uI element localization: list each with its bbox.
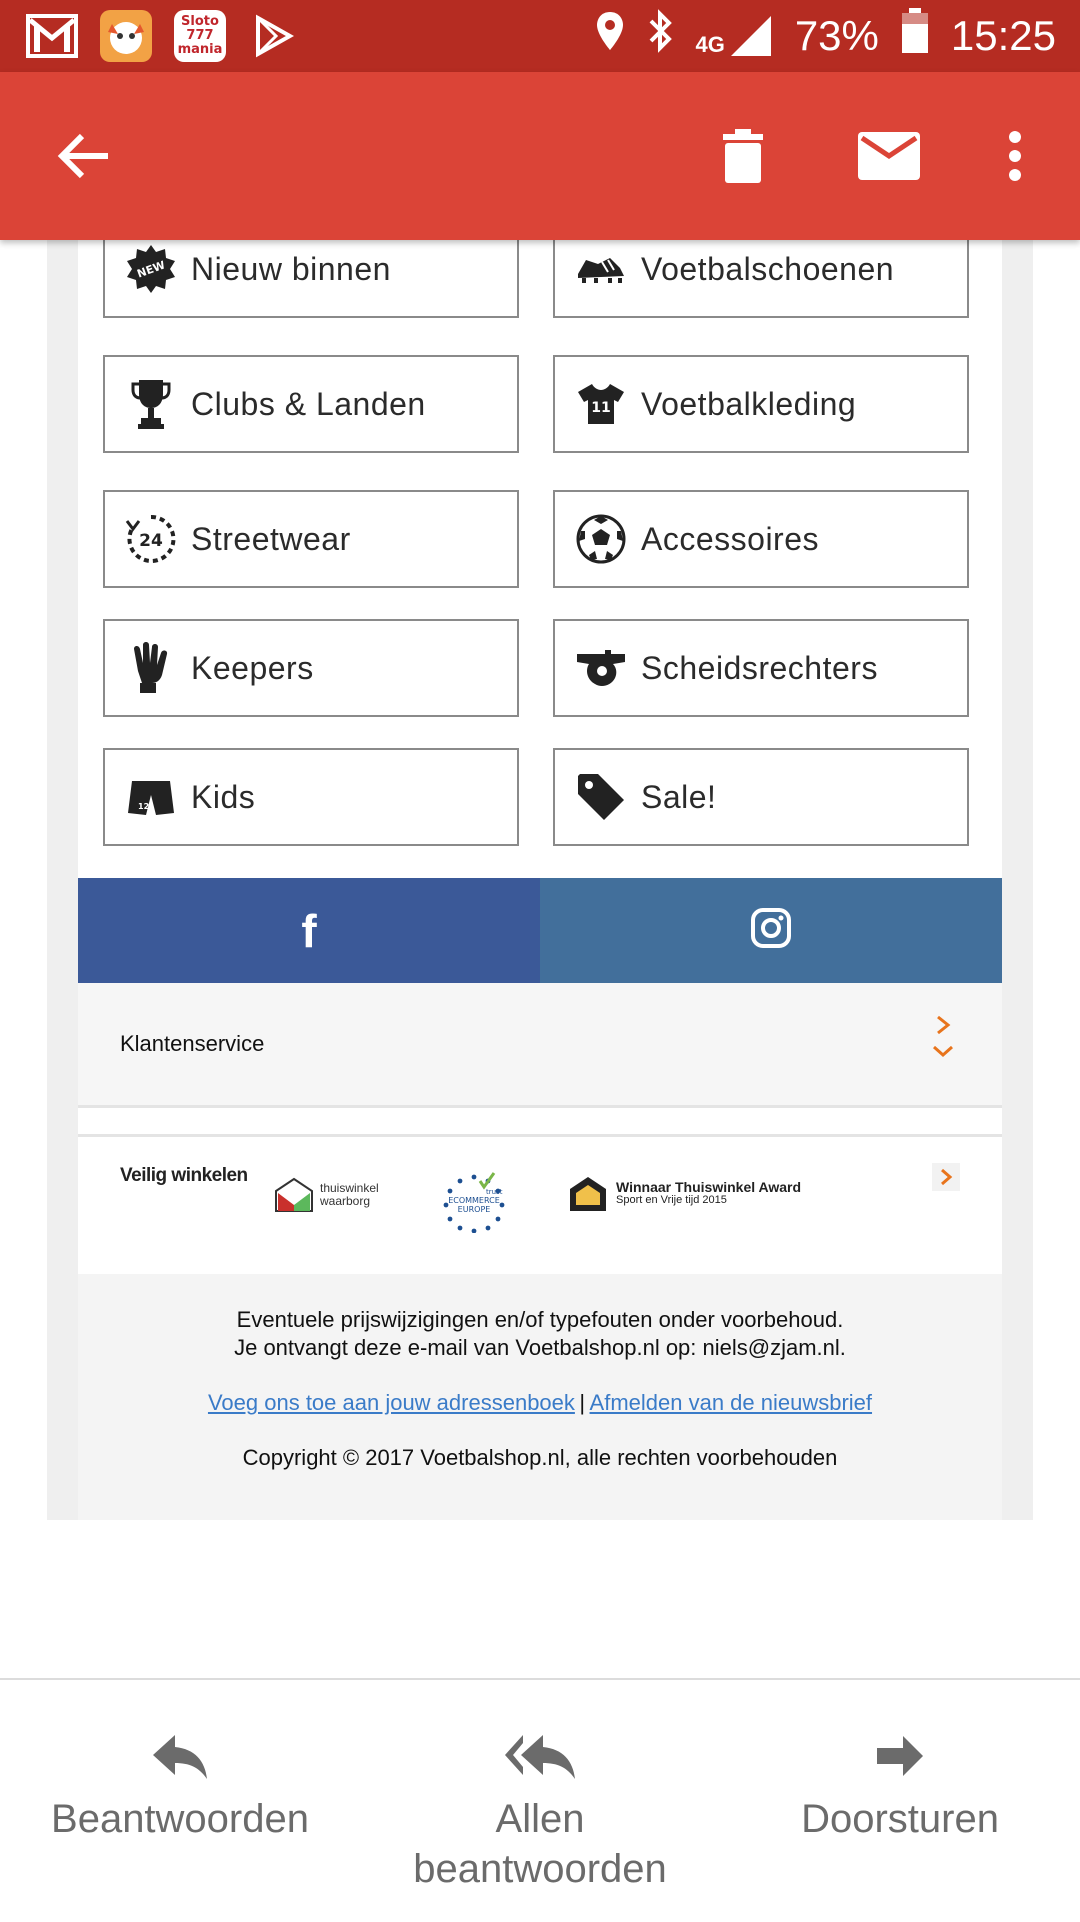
category-scheidsrechters[interactable] [553, 619, 969, 717]
category-label: Voetbalschoenen [641, 250, 895, 287]
location-icon [595, 10, 625, 62]
category-keepers[interactable] [103, 619, 519, 717]
reply-label: Beantwoorden [51, 1797, 309, 1841]
newsletter-content [78, 240, 1002, 1520]
status-bar [0, 0, 1080, 72]
tag-icon [571, 767, 631, 827]
waarborg-text: waarborg [320, 1194, 371, 1208]
newsletter-footer [78, 1274, 1002, 1520]
link-separator: | [579, 1390, 586, 1415]
disclaimer-text: Eventuele prijswijzigingen en/of typefouten onder voorbehoud. [236, 1307, 844, 1332]
category-label: Streetwear [191, 520, 351, 557]
battery-icon [901, 8, 929, 64]
instagram-button[interactable] [540, 878, 1002, 983]
category-label: Voetbalkleding [641, 385, 857, 422]
recipient-text: Je ontvangt deze e-mail van Voetbalshop.nl op: niels@zjam.nl. [234, 1335, 846, 1360]
category-kids[interactable] [103, 748, 519, 846]
trophy-icon [121, 374, 181, 434]
europe-text: EUROPE [457, 1205, 491, 1214]
klantenservice-label: Klantenservice [120, 1031, 265, 1056]
reply-button[interactable] [30, 1680, 330, 1922]
reply-icon [151, 1728, 209, 1786]
klantenservice-row[interactable] [78, 983, 1002, 1108]
ball-icon [571, 509, 631, 569]
more-icon[interactable] [960, 72, 1070, 240]
email-body [0, 240, 1080, 1680]
shorts-icon [121, 767, 181, 827]
svg-text:NEW: NEW [135, 258, 167, 281]
award-title: Winnaar Thuiswinkel Award [616, 1179, 802, 1195]
shirt-icon [571, 374, 631, 434]
delete-icon[interactable] [688, 72, 798, 240]
play-store-icon [248, 10, 300, 62]
trust-text: trust [486, 1188, 503, 1196]
bluetooth-icon [647, 9, 673, 63]
category-label: Accessoires [641, 520, 819, 557]
app-bar [0, 72, 1080, 240]
thuiswinkel-award-logo [568, 1175, 801, 1213]
category-accessoires[interactable] [553, 490, 969, 588]
reply-all-icon [503, 1728, 577, 1786]
football-boot-icon [571, 240, 631, 299]
svg-text:24: 24 [139, 531, 163, 551]
copyright-text: Copyright © 2017 Voetbalshop.nl, alle rechten voorbehouden [242, 1445, 838, 1470]
expand-arrows-icon[interactable] [928, 1013, 958, 1070]
category-label: Scheidsrechters [641, 649, 878, 686]
ecommerce-text: ECOMMERCE [448, 1196, 500, 1205]
svg-text:12: 12 [138, 802, 150, 811]
trust-label: Veilig winkelen [120, 1165, 248, 1186]
slots-icon: Sloto 777 mania [174, 10, 226, 62]
glove-icon [121, 638, 181, 698]
category-label: Sale! [641, 778, 717, 815]
category-sale[interactable] [553, 748, 969, 846]
category-label: Nieuw binnen [191, 250, 391, 287]
reply-all-label: Allen beantwoorden [413, 1797, 667, 1891]
category-clubs-landen[interactable] [103, 355, 519, 453]
category-voetbalkleding[interactable] [553, 355, 969, 453]
signal-icon: 4G [695, 14, 772, 58]
whistle-icon [571, 638, 631, 698]
facebook-icon: f [301, 904, 317, 957]
game-icon [100, 10, 152, 62]
forward-button[interactable] [750, 1680, 1050, 1922]
svg-text:11: 11 [591, 400, 611, 416]
newsletter-frame [47, 240, 1033, 1520]
gmail-icon [26, 10, 78, 62]
thuiswinkel-text: thuiswinkel [320, 1181, 379, 1195]
action-bar [0, 1678, 1080, 1920]
thuiswinkel-logo [274, 1177, 379, 1213]
facebook-button[interactable] [78, 878, 540, 983]
trust-row [78, 1137, 1002, 1274]
battery-percent: 73% [794, 12, 879, 59]
clock: 15:25 [950, 12, 1056, 59]
forward-icon [875, 1728, 925, 1786]
forward-label: Doorsturen [801, 1797, 999, 1841]
chevron-right-icon[interactable] [932, 1163, 960, 1191]
category-voetbalschoenen[interactable] [553, 240, 969, 318]
instagram-icon [751, 908, 791, 953]
ecommerce-europe-logo [436, 1171, 512, 1233]
category-streetwear[interactable] [103, 490, 519, 588]
category-nieuw-binnen[interactable] [103, 240, 519, 318]
back-arrow-icon[interactable] [28, 72, 138, 240]
reply-all-button[interactable] [390, 1680, 690, 1922]
social-bar [78, 878, 1002, 983]
addressbook-link[interactable]: Voeg ons toe aan jouw adressenboek [207, 1390, 575, 1415]
unsubscribe-link[interactable]: Afmelden van de nieuwsbrief [589, 1390, 873, 1415]
category-label: Kids [191, 778, 256, 815]
category-label: Keepers [191, 649, 314, 686]
24h-icon [121, 509, 181, 569]
category-label: Clubs & Landen [191, 385, 426, 422]
award-subtitle: Sport en Vrije tijd 2015 [616, 1194, 727, 1206]
new-badge-icon [121, 240, 181, 299]
mail-icon[interactable] [834, 72, 944, 240]
